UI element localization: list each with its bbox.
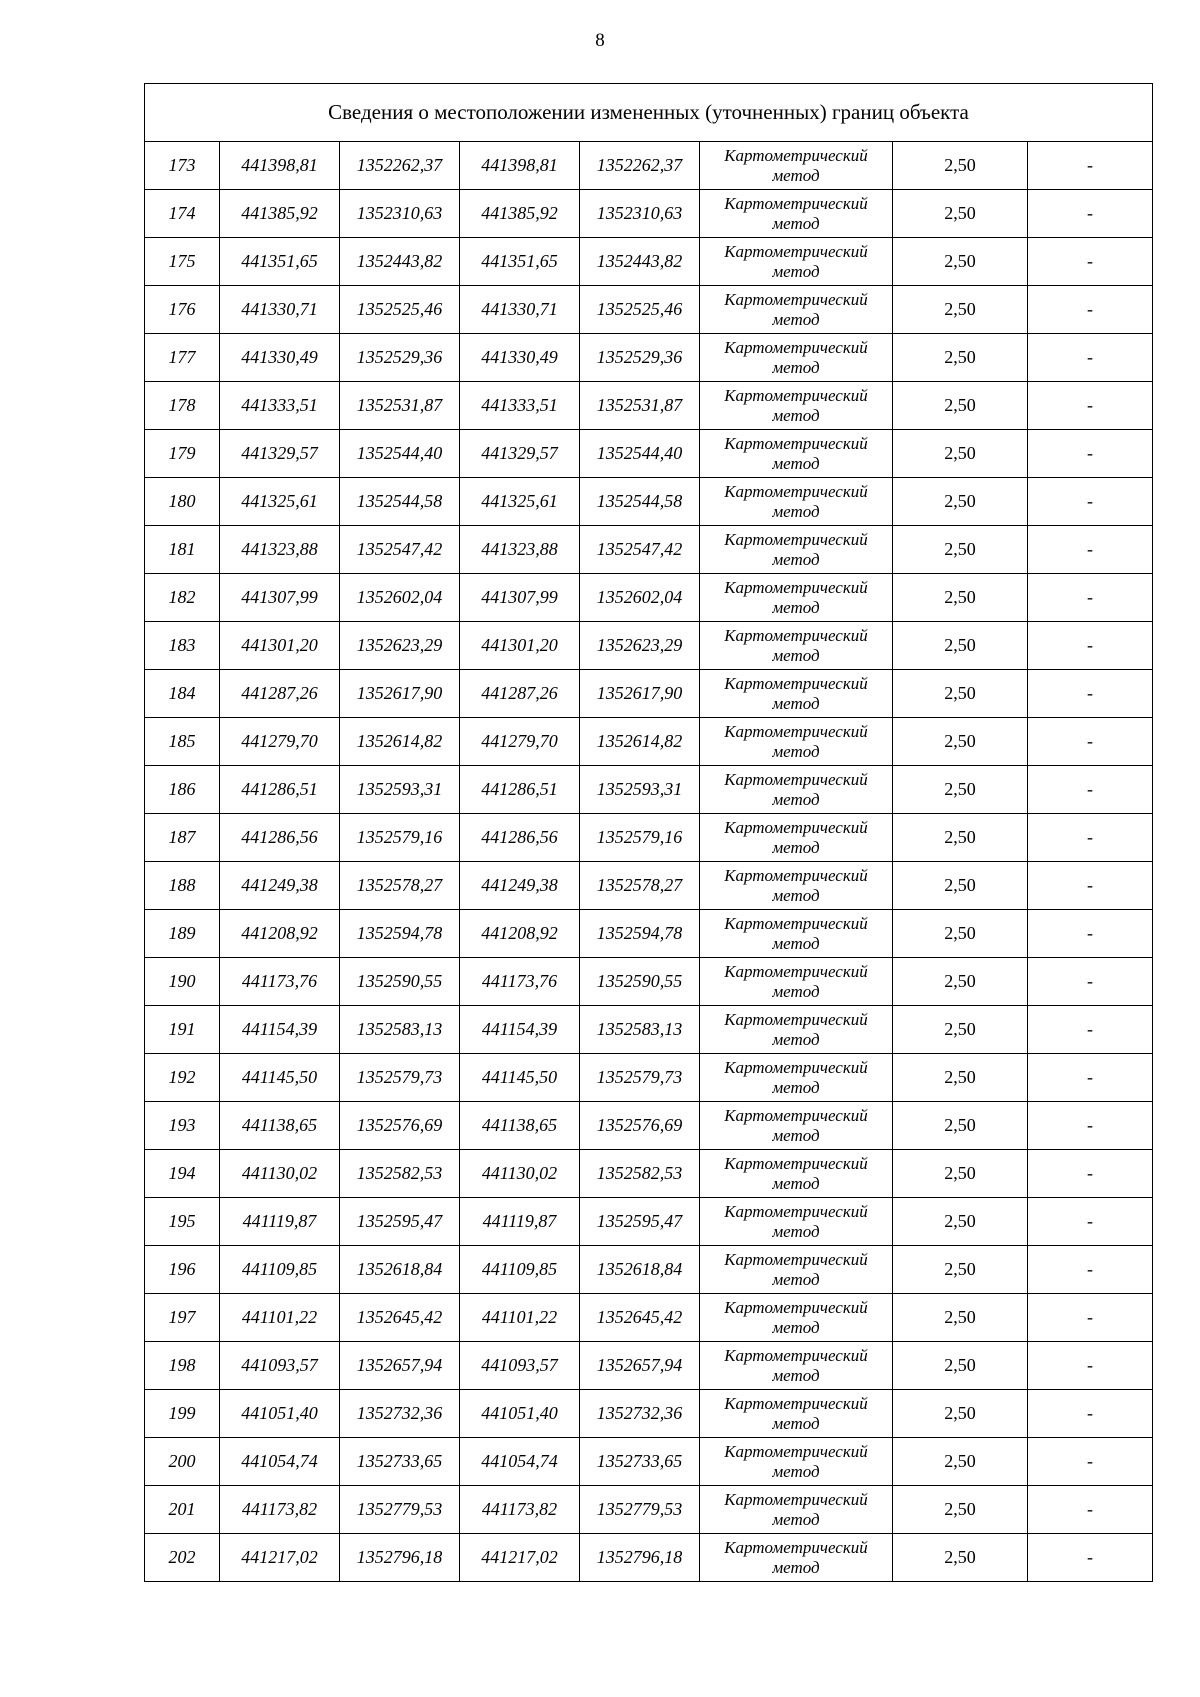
page-number: 8	[595, 30, 605, 51]
method-cell: Картометрический метод	[700, 1006, 893, 1054]
refined-y-cell: 1352262,37	[580, 142, 700, 190]
method-cell: Картометрический метод	[700, 670, 893, 718]
table-row	[145, 574, 1153, 622]
table-row	[145, 670, 1153, 718]
note-cell: -	[1028, 862, 1153, 910]
point-number-cell: 202	[145, 1534, 220, 1582]
refined-y-cell: 1352590,55	[580, 958, 700, 1006]
accuracy-cell: 2,50	[893, 958, 1028, 1006]
note-cell: -	[1028, 478, 1153, 526]
boundary-coordinates-table	[144, 83, 1153, 1582]
refined-x-cell: 441286,51	[460, 766, 580, 814]
table-row	[145, 286, 1153, 334]
point-number-cell: 196	[145, 1246, 220, 1294]
existing-y-cell: 1352262,37	[340, 142, 460, 190]
existing-y-cell: 1352590,55	[340, 958, 460, 1006]
refined-x-cell: 441325,61	[460, 478, 580, 526]
method-cell: Картометрический метод	[700, 526, 893, 574]
accuracy-cell: 2,50	[893, 142, 1028, 190]
table-row	[145, 814, 1153, 862]
method-cell: Картометрический метод	[700, 910, 893, 958]
refined-y-cell: 1352732,36	[580, 1390, 700, 1438]
note-cell: -	[1028, 142, 1153, 190]
refined-y-cell: 1352310,63	[580, 190, 700, 238]
existing-y-cell: 1352602,04	[340, 574, 460, 622]
refined-y-cell: 1352579,73	[580, 1054, 700, 1102]
existing-x-cell: 441301,20	[220, 622, 340, 670]
existing-y-cell: 1352618,84	[340, 1246, 460, 1294]
method-cell: Картометрический метод	[700, 862, 893, 910]
point-number-cell: 178	[145, 382, 220, 430]
existing-x-cell: 441054,74	[220, 1438, 340, 1486]
method-cell: Картометрический метод	[700, 286, 893, 334]
existing-x-cell: 441138,65	[220, 1102, 340, 1150]
table-row	[145, 1246, 1153, 1294]
point-number-cell: 198	[145, 1342, 220, 1390]
note-cell: -	[1028, 1006, 1153, 1054]
method-cell: Картометрический метод	[700, 718, 893, 766]
point-number-cell: 182	[145, 574, 220, 622]
table-row	[145, 1150, 1153, 1198]
point-number-cell: 185	[145, 718, 220, 766]
method-cell: Картометрический метод	[700, 958, 893, 1006]
note-cell: -	[1028, 718, 1153, 766]
existing-y-cell: 1352594,78	[340, 910, 460, 958]
existing-x-cell: 441333,51	[220, 382, 340, 430]
existing-x-cell: 441329,57	[220, 430, 340, 478]
existing-y-cell: 1352617,90	[340, 670, 460, 718]
accuracy-cell: 2,50	[893, 1486, 1028, 1534]
refined-y-cell: 1352582,53	[580, 1150, 700, 1198]
table-row	[145, 430, 1153, 478]
existing-y-cell: 1352544,58	[340, 478, 460, 526]
existing-x-cell: 441101,22	[220, 1294, 340, 1342]
refined-x-cell: 441173,82	[460, 1486, 580, 1534]
note-cell: -	[1028, 1486, 1153, 1534]
existing-y-cell: 1352645,42	[340, 1294, 460, 1342]
accuracy-cell: 2,50	[893, 190, 1028, 238]
accuracy-cell: 2,50	[893, 670, 1028, 718]
table-row	[145, 1390, 1153, 1438]
refined-x-cell: 441307,99	[460, 574, 580, 622]
table-row	[145, 958, 1153, 1006]
note-cell: -	[1028, 334, 1153, 382]
table-row	[145, 1438, 1153, 1486]
existing-y-cell: 1352578,27	[340, 862, 460, 910]
method-cell: Картометрический метод	[700, 1198, 893, 1246]
accuracy-cell: 2,50	[893, 1006, 1028, 1054]
existing-x-cell: 441351,65	[220, 238, 340, 286]
refined-y-cell: 1352531,87	[580, 382, 700, 430]
existing-y-cell: 1352732,36	[340, 1390, 460, 1438]
refined-y-cell: 1352779,53	[580, 1486, 700, 1534]
existing-y-cell: 1352623,29	[340, 622, 460, 670]
note-cell: -	[1028, 1294, 1153, 1342]
point-number-cell: 188	[145, 862, 220, 910]
note-cell: -	[1028, 1246, 1153, 1294]
refined-x-cell: 441333,51	[460, 382, 580, 430]
existing-y-cell: 1352595,47	[340, 1198, 460, 1246]
existing-y-cell: 1352579,16	[340, 814, 460, 862]
existing-x-cell: 441287,26	[220, 670, 340, 718]
refined-x-cell: 441249,38	[460, 862, 580, 910]
refined-y-cell: 1352578,27	[580, 862, 700, 910]
note-cell: -	[1028, 1342, 1153, 1390]
method-cell: Картометрический метод	[700, 766, 893, 814]
refined-y-cell: 1352544,40	[580, 430, 700, 478]
point-number-cell: 175	[145, 238, 220, 286]
table-row	[145, 190, 1153, 238]
method-cell: Картометрический метод	[700, 334, 893, 382]
table-title: Сведения о местоположении измененных (уточненных) границ объекта	[145, 84, 1153, 142]
existing-y-cell: 1352779,53	[340, 1486, 460, 1534]
existing-x-cell: 441145,50	[220, 1054, 340, 1102]
existing-x-cell: 441173,82	[220, 1486, 340, 1534]
refined-x-cell: 441054,74	[460, 1438, 580, 1486]
existing-y-cell: 1352733,65	[340, 1438, 460, 1486]
refined-x-cell: 441301,20	[460, 622, 580, 670]
point-number-cell: 187	[145, 814, 220, 862]
existing-x-cell: 441323,88	[220, 526, 340, 574]
method-cell: Картометрический метод	[700, 142, 893, 190]
refined-x-cell: 441051,40	[460, 1390, 580, 1438]
table-row	[145, 1342, 1153, 1390]
note-cell: -	[1028, 238, 1153, 286]
table-row	[145, 910, 1153, 958]
method-cell: Картометрический метод	[700, 1342, 893, 1390]
refined-y-cell: 1352614,82	[580, 718, 700, 766]
point-number-cell: 184	[145, 670, 220, 718]
table-row	[145, 334, 1153, 382]
method-cell: Картометрический метод	[700, 1150, 893, 1198]
existing-y-cell: 1352544,40	[340, 430, 460, 478]
table-row	[145, 1534, 1153, 1582]
refined-x-cell: 441385,92	[460, 190, 580, 238]
existing-x-cell: 441051,40	[220, 1390, 340, 1438]
existing-x-cell: 441130,02	[220, 1150, 340, 1198]
accuracy-cell: 2,50	[893, 1102, 1028, 1150]
refined-x-cell: 441330,49	[460, 334, 580, 382]
method-cell: Картометрический метод	[700, 430, 893, 478]
method-cell: Картометрический метод	[700, 574, 893, 622]
method-cell: Картометрический метод	[700, 1102, 893, 1150]
accuracy-cell: 2,50	[893, 1534, 1028, 1582]
table-row	[145, 526, 1153, 574]
table-row	[145, 238, 1153, 286]
existing-x-cell: 441325,61	[220, 478, 340, 526]
point-number-cell: 180	[145, 478, 220, 526]
existing-x-cell: 441154,39	[220, 1006, 340, 1054]
table-row	[145, 1486, 1153, 1534]
note-cell: -	[1028, 382, 1153, 430]
method-cell: Картометрический метод	[700, 1486, 893, 1534]
accuracy-cell: 2,50	[893, 718, 1028, 766]
refined-x-cell: 441351,65	[460, 238, 580, 286]
refined-x-cell: 441398,81	[460, 142, 580, 190]
refined-y-cell: 1352529,36	[580, 334, 700, 382]
refined-y-cell: 1352796,18	[580, 1534, 700, 1582]
point-number-cell: 179	[145, 430, 220, 478]
accuracy-cell: 2,50	[893, 382, 1028, 430]
table-row	[145, 478, 1153, 526]
accuracy-cell: 2,50	[893, 430, 1028, 478]
existing-x-cell: 441217,02	[220, 1534, 340, 1582]
note-cell: -	[1028, 1534, 1153, 1582]
accuracy-cell: 2,50	[893, 814, 1028, 862]
method-cell: Картометрический метод	[700, 1294, 893, 1342]
method-cell: Картометрический метод	[700, 1534, 893, 1582]
point-number-cell: 190	[145, 958, 220, 1006]
table-row	[145, 622, 1153, 670]
existing-y-cell: 1352593,31	[340, 766, 460, 814]
table-title-row	[145, 84, 1153, 142]
refined-y-cell: 1352547,42	[580, 526, 700, 574]
accuracy-cell: 2,50	[893, 1054, 1028, 1102]
method-cell: Картометрический метод	[700, 1390, 893, 1438]
refined-x-cell: 441130,02	[460, 1150, 580, 1198]
existing-x-cell: 441279,70	[220, 718, 340, 766]
refined-x-cell: 441138,65	[460, 1102, 580, 1150]
existing-x-cell: 441119,87	[220, 1198, 340, 1246]
existing-y-cell: 1352579,73	[340, 1054, 460, 1102]
refined-x-cell: 441287,26	[460, 670, 580, 718]
note-cell: -	[1028, 1054, 1153, 1102]
point-number-cell: 189	[145, 910, 220, 958]
existing-x-cell: 441093,57	[220, 1342, 340, 1390]
accuracy-cell: 2,50	[893, 1438, 1028, 1486]
table-row	[145, 1198, 1153, 1246]
accuracy-cell: 2,50	[893, 766, 1028, 814]
existing-y-cell: 1352576,69	[340, 1102, 460, 1150]
existing-y-cell: 1352525,46	[340, 286, 460, 334]
existing-y-cell: 1352547,42	[340, 526, 460, 574]
refined-x-cell: 441286,56	[460, 814, 580, 862]
refined-y-cell: 1352618,84	[580, 1246, 700, 1294]
existing-x-cell: 441385,92	[220, 190, 340, 238]
existing-y-cell: 1352583,13	[340, 1006, 460, 1054]
existing-y-cell: 1352657,94	[340, 1342, 460, 1390]
refined-x-cell: 441279,70	[460, 718, 580, 766]
accuracy-cell: 2,50	[893, 1342, 1028, 1390]
point-number-cell: 194	[145, 1150, 220, 1198]
existing-y-cell: 1352310,63	[340, 190, 460, 238]
note-cell: -	[1028, 430, 1153, 478]
accuracy-cell: 2,50	[893, 1390, 1028, 1438]
refined-y-cell: 1352645,42	[580, 1294, 700, 1342]
refined-y-cell: 1352544,58	[580, 478, 700, 526]
point-number-cell: 177	[145, 334, 220, 382]
refined-x-cell: 441119,87	[460, 1198, 580, 1246]
accuracy-cell: 2,50	[893, 1246, 1028, 1294]
refined-x-cell: 441330,71	[460, 286, 580, 334]
point-number-cell: 176	[145, 286, 220, 334]
refined-y-cell: 1352576,69	[580, 1102, 700, 1150]
existing-y-cell: 1352796,18	[340, 1534, 460, 1582]
accuracy-cell: 2,50	[893, 478, 1028, 526]
note-cell: -	[1028, 1438, 1153, 1486]
accuracy-cell: 2,50	[893, 1294, 1028, 1342]
table-row	[145, 862, 1153, 910]
accuracy-cell: 2,50	[893, 1198, 1028, 1246]
method-cell: Картометрический метод	[700, 382, 893, 430]
table-row	[145, 382, 1153, 430]
refined-x-cell: 441323,88	[460, 526, 580, 574]
existing-x-cell: 441307,99	[220, 574, 340, 622]
table-row	[145, 1006, 1153, 1054]
refined-y-cell: 1352623,29	[580, 622, 700, 670]
note-cell: -	[1028, 814, 1153, 862]
method-cell: Картометрический метод	[700, 1246, 893, 1294]
accuracy-cell: 2,50	[893, 910, 1028, 958]
existing-x-cell: 441286,56	[220, 814, 340, 862]
refined-y-cell: 1352594,78	[580, 910, 700, 958]
existing-x-cell: 441330,71	[220, 286, 340, 334]
existing-y-cell: 1352443,82	[340, 238, 460, 286]
refined-x-cell: 441145,50	[460, 1054, 580, 1102]
refined-y-cell: 1352443,82	[580, 238, 700, 286]
accuracy-cell: 2,50	[893, 622, 1028, 670]
table-row	[145, 1054, 1153, 1102]
method-cell: Картометрический метод	[700, 622, 893, 670]
table-row	[145, 766, 1153, 814]
note-cell: -	[1028, 574, 1153, 622]
table-row	[145, 142, 1153, 190]
refined-y-cell: 1352593,31	[580, 766, 700, 814]
refined-x-cell: 441173,76	[460, 958, 580, 1006]
point-number-cell: 186	[145, 766, 220, 814]
method-cell: Картометрический метод	[700, 1054, 893, 1102]
existing-y-cell: 1352531,87	[340, 382, 460, 430]
point-number-cell: 199	[145, 1390, 220, 1438]
refined-x-cell: 441154,39	[460, 1006, 580, 1054]
refined-x-cell: 441109,85	[460, 1246, 580, 1294]
note-cell: -	[1028, 910, 1153, 958]
point-number-cell: 192	[145, 1054, 220, 1102]
table-row	[145, 1102, 1153, 1150]
accuracy-cell: 2,50	[893, 334, 1028, 382]
table-row	[145, 1294, 1153, 1342]
point-number-cell: 201	[145, 1486, 220, 1534]
note-cell: -	[1028, 1198, 1153, 1246]
existing-y-cell: 1352582,53	[340, 1150, 460, 1198]
existing-x-cell: 441109,85	[220, 1246, 340, 1294]
accuracy-cell: 2,50	[893, 1150, 1028, 1198]
refined-y-cell: 1352617,90	[580, 670, 700, 718]
point-number-cell: 191	[145, 1006, 220, 1054]
point-number-cell: 197	[145, 1294, 220, 1342]
refined-y-cell: 1352733,65	[580, 1438, 700, 1486]
accuracy-cell: 2,50	[893, 286, 1028, 334]
note-cell: -	[1028, 1150, 1153, 1198]
note-cell: -	[1028, 526, 1153, 574]
existing-y-cell: 1352529,36	[340, 334, 460, 382]
note-cell: -	[1028, 670, 1153, 718]
method-cell: Картометрический метод	[700, 814, 893, 862]
accuracy-cell: 2,50	[893, 862, 1028, 910]
point-number-cell: 183	[145, 622, 220, 670]
refined-y-cell: 1352579,16	[580, 814, 700, 862]
refined-x-cell: 441329,57	[460, 430, 580, 478]
existing-x-cell: 441330,49	[220, 334, 340, 382]
note-cell: -	[1028, 1102, 1153, 1150]
refined-y-cell: 1352602,04	[580, 574, 700, 622]
accuracy-cell: 2,50	[893, 526, 1028, 574]
point-number-cell: 195	[145, 1198, 220, 1246]
existing-x-cell: 441398,81	[220, 142, 340, 190]
note-cell: -	[1028, 958, 1153, 1006]
existing-x-cell: 441249,38	[220, 862, 340, 910]
existing-x-cell: 441208,92	[220, 910, 340, 958]
accuracy-cell: 2,50	[893, 238, 1028, 286]
method-cell: Картометрический метод	[700, 190, 893, 238]
refined-y-cell: 1352595,47	[580, 1198, 700, 1246]
note-cell: -	[1028, 286, 1153, 334]
refined-x-cell: 441217,02	[460, 1534, 580, 1582]
method-cell: Картометрический метод	[700, 478, 893, 526]
method-cell: Картометрический метод	[700, 1438, 893, 1486]
refined-x-cell: 441208,92	[460, 910, 580, 958]
note-cell: -	[1028, 622, 1153, 670]
table-row	[145, 718, 1153, 766]
note-cell: -	[1028, 766, 1153, 814]
existing-y-cell: 1352614,82	[340, 718, 460, 766]
refined-y-cell: 1352583,13	[580, 1006, 700, 1054]
refined-y-cell: 1352525,46	[580, 286, 700, 334]
point-number-cell: 193	[145, 1102, 220, 1150]
point-number-cell: 181	[145, 526, 220, 574]
point-number-cell: 200	[145, 1438, 220, 1486]
refined-y-cell: 1352657,94	[580, 1342, 700, 1390]
existing-x-cell: 441173,76	[220, 958, 340, 1006]
existing-x-cell: 441286,51	[220, 766, 340, 814]
note-cell: -	[1028, 1390, 1153, 1438]
point-number-cell: 174	[145, 190, 220, 238]
point-number-cell: 173	[145, 142, 220, 190]
accuracy-cell: 2,50	[893, 574, 1028, 622]
refined-x-cell: 441093,57	[460, 1342, 580, 1390]
method-cell: Картометрический метод	[700, 238, 893, 286]
note-cell: -	[1028, 190, 1153, 238]
refined-x-cell: 441101,22	[460, 1294, 580, 1342]
